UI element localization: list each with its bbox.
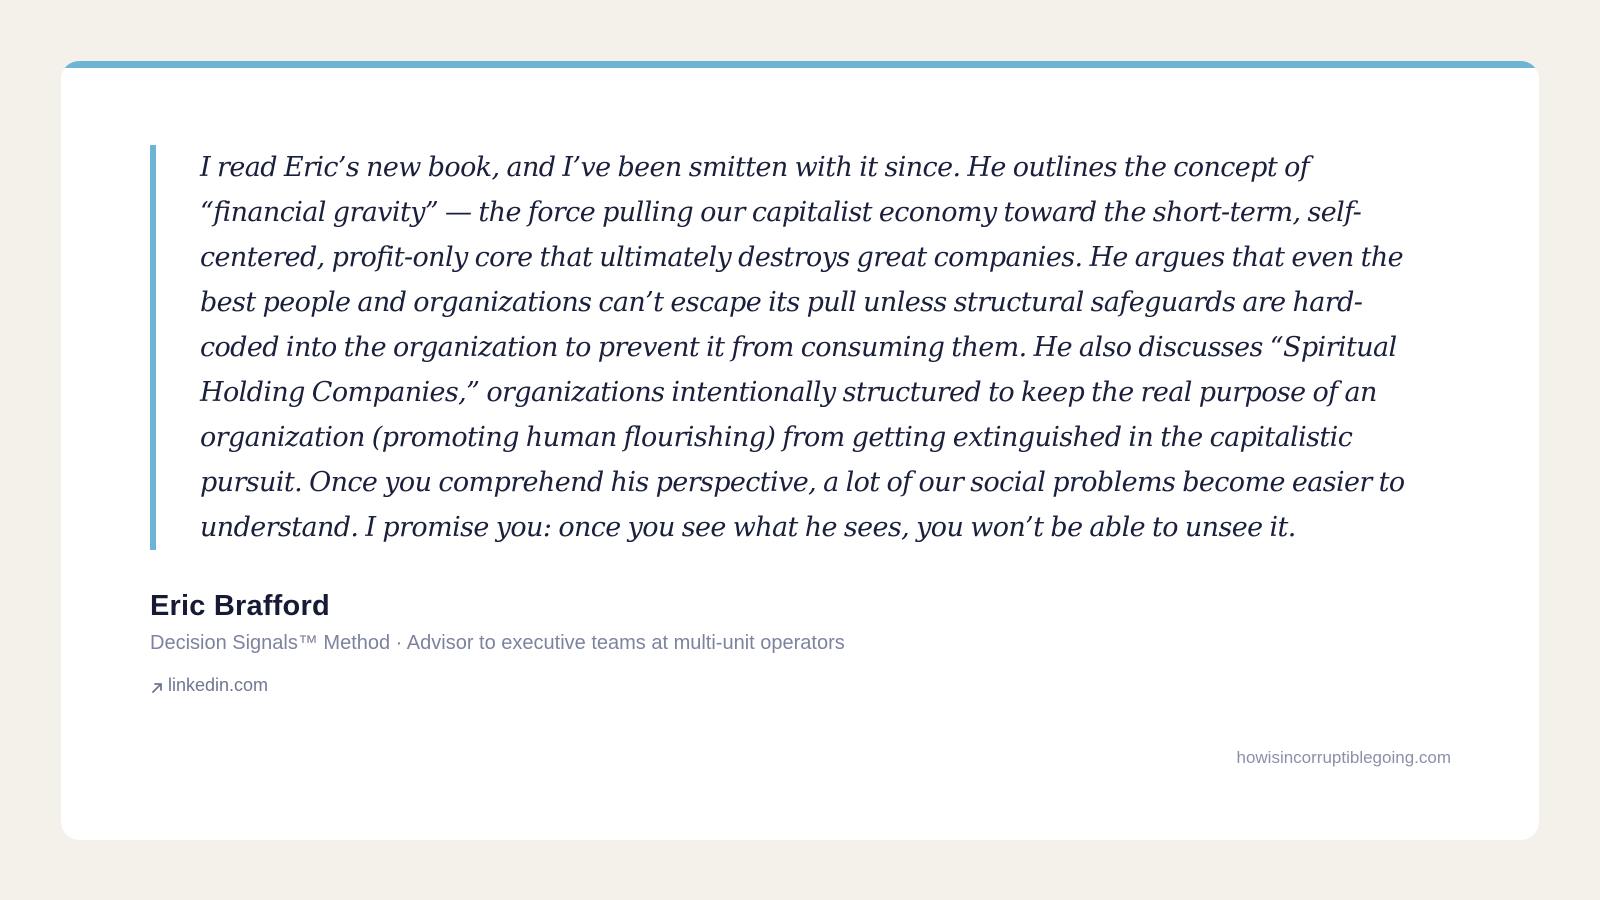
quote-block — [150, 145, 1440, 550]
arrow-up-right-icon — [150, 679, 164, 693]
linkedin-link-label: linkedin.com — [168, 675, 269, 695]
accent-bar — [61, 61, 1539, 68]
site-url: howisincorruptiblegoing.com — [1236, 748, 1451, 767]
linkedin-link[interactable] — [150, 675, 268, 696]
author-name: Eric Brafford — [150, 590, 330, 622]
author-role: Decision Signals™ Method · Advisor to executive teams at multi-unit operators — [150, 632, 845, 654]
testimonial-card — [61, 61, 1539, 840]
quote-text: I read Eric’s new book, and I’ve been smitten with it since. He outlines the concept of “financial gravity” — the force pulling our capitalist economy toward the short-term, self-centered, profit-only core that ultimately destroys great companies. He argues that even the best people and organizations can’t escape its pull unless structural safeguards are hard-coded into the organization to prevent it from consuming them. He also discusses “Spiritual Holding Companies,” organizations intentionally structured to keep the real purpose of an organization (promoting human flourishing) from getting extinguished in the capitalistic pursuit. Once you comprehend his perspective, a lot of our social problems become easier to understand. I promise you: once you see what he sees, you won’t be able to unsee it. — [200, 152, 1405, 543]
